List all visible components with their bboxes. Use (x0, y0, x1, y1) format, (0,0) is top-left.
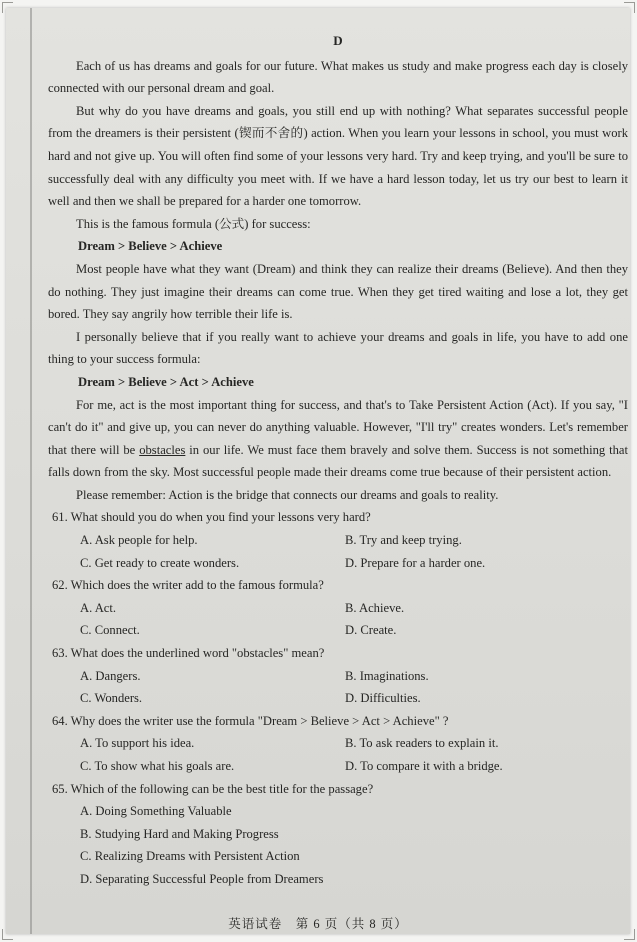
option-c[interactable]: C. Realizing Dreams with Persistent Action (80, 849, 300, 864)
passage-paragraph-1: Each of us has dreams and goals for our future. What makes us study and make progress each day is closely connected with our personal dream and goal. (48, 58, 628, 96)
option-d[interactable]: D. Difficulties. (345, 691, 421, 706)
crop-mark (624, 929, 635, 940)
crop-mark (2, 929, 13, 940)
option-a[interactable]: A. Dangers. (80, 668, 141, 683)
option-d[interactable]: D. Prepare for a harder one. (345, 555, 486, 570)
section-letter: D (333, 33, 343, 48)
option-b[interactable]: B. Try and keep trying. (345, 533, 462, 548)
option-c[interactable]: C. To show what his goals are. (80, 759, 235, 773)
question-text: 64. Why does the writer use the formula "Dream > Believe > Act > Achieve" ? (52, 713, 449, 728)
option-d[interactable]: D. Separating Successful People from Dreamers (80, 871, 324, 886)
option-c[interactable]: C. Wonders. (80, 691, 143, 706)
option-a[interactable]: A. Ask people for help. (80, 533, 198, 548)
option-list (48, 800, 628, 890)
question-text: 65. Which of the following can be the best title for the passage? (52, 781, 374, 796)
option-b[interactable]: B. Imaginations. (345, 668, 429, 683)
page-footer: 英语试卷 第 6 页（共 8 页） (228, 917, 408, 931)
question-text: 61. What should you do when you find your lessons very hard? (52, 510, 371, 525)
option-a[interactable]: A. To support his idea. (80, 736, 195, 751)
passage-paragraph-3: This is the famous formula (公式) for success: (76, 216, 311, 231)
option-a[interactable]: A. Act. (80, 600, 117, 615)
question-64 (48, 710, 628, 778)
paragraph-6-before: For me, act is the most important thing for success, and that's to Take Persistent Action (Act). If you say, "I can't do it" and give up, you can never do anything valuable. However, "I'll try" creates wonders. Let's remember that there will be (48, 397, 628, 457)
question-61 (48, 506, 628, 574)
crop-mark (2, 2, 13, 13)
passage-paragraph-5: I personally believe that if you really want to achieve your dreams and goals in life, you have to add one thing to your success formula: (48, 329, 628, 367)
option-b[interactable]: B. To ask readers to explain it. (345, 736, 499, 751)
option-a[interactable]: A. Doing Something Valuable (80, 804, 232, 819)
option-d[interactable]: D. Create. (345, 623, 397, 638)
crop-mark (624, 2, 635, 13)
question-62 (48, 574, 628, 642)
page-content (48, 30, 628, 891)
passage-paragraph-7: Please remember: Action is the bridge that connects our dreams and goals to reality. (76, 487, 499, 502)
option-c[interactable]: C. Get ready to create wonders. (80, 555, 240, 570)
option-b[interactable]: B. Achieve. (345, 600, 405, 615)
passage-paragraph-4: Most people have what they want (Dream) and think they can realize their dreams (Believe). And then they do nothing. They just imagine their dreams can come true. When they get tired waiting and lose a lot, they get bored. They say angrily how terrible their life is. (48, 261, 628, 322)
option-c[interactable]: C. Connect. (80, 623, 140, 638)
underlined-word: obstacles (139, 442, 186, 457)
question-text: 63. What does the underlined word "obstacles" mean? (52, 646, 325, 661)
passage-paragraph-2: But why do you have dreams and goals, you still end up with nothing? What separates successful people from the dreamers is their persistent (锲而不舍的) action. When you learn your lessons in school, you must work hard and not give up. You will often find some of your lessons very hard. Try and keep trying, and you'll be sure to successfully deal with any difficulty you meet with. If we have a hard lesson today, let us try our best to learn it well and then we shall be prepared for a harder one tomorrow. (48, 103, 628, 209)
question-65 (48, 778, 628, 891)
formula-original: Dream > Believe > Achieve (78, 239, 223, 254)
passage-paragraph-6 (48, 394, 628, 484)
option-b[interactable]: B. Studying Hard and Making Progress (80, 826, 279, 841)
option-d[interactable]: D. To compare it with a bridge. (345, 759, 503, 773)
formula-new: Dream > Believe > Act > Achieve (78, 374, 254, 389)
question-text: 62. Which does the writer add to the famous formula? (52, 578, 324, 593)
paragraph-6-after: in our life. We must face them bravely and solve them. Success is not something that falls down from the sky. Most successful people made their dreams come true because of their persistent action. (48, 442, 628, 480)
question-63 (48, 642, 628, 710)
exam-page (6, 8, 630, 934)
